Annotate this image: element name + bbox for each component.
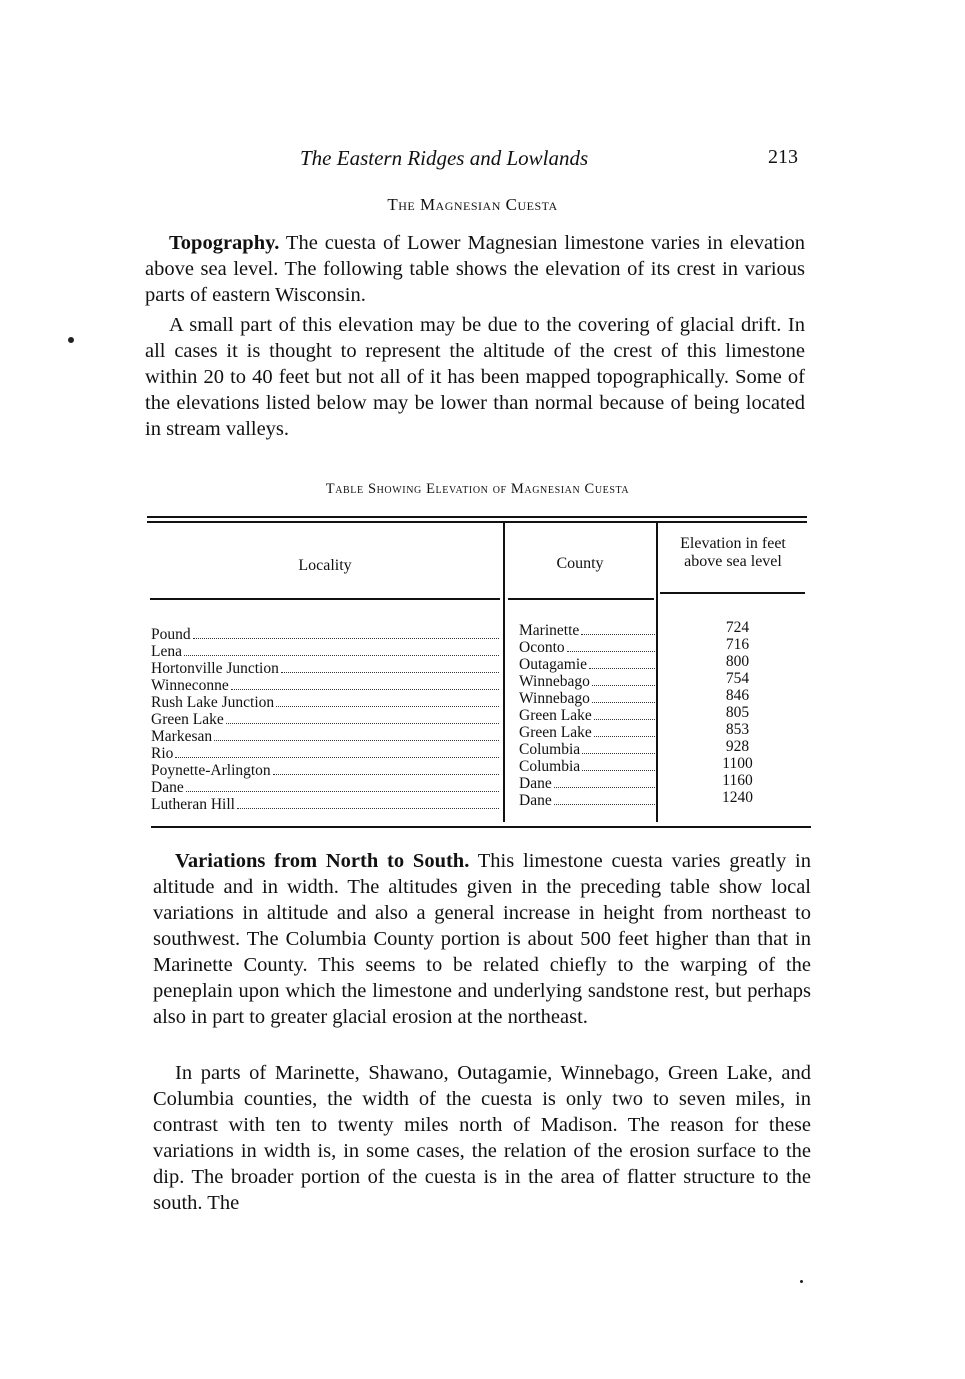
dot-leader [193, 637, 499, 639]
county-text: Marinette [519, 622, 580, 639]
dot-leader [276, 705, 499, 707]
table-cell-locality [151, 660, 499, 677]
paragraph-text: The cuesta of Lower Magnesian limestone varies in elevation above sea level. The following table shows the elevation of its crest in various parts of eastern Wisconsin. [145, 232, 805, 306]
paragraph-lead: Variations from North to South. [175, 850, 470, 872]
dot-leader [231, 688, 499, 690]
table-cell-elevation: 846 [725, 687, 750, 704]
table-cell-locality [151, 711, 499, 728]
column-header-elevation-line2: above sea level [684, 553, 782, 570]
table-cell-locality [151, 779, 499, 796]
page-number: 213 [768, 146, 798, 168]
dot-leader [214, 739, 499, 741]
dot-leader [184, 654, 499, 656]
paragraph-text: This limestone cuesta varies greatly in altitude and in width. The altitudes given in the preceding table show local variations in altitude and also a general increase in height from northeast to southwest. The Columbia County portion is about 500 feet higher than that in Marinette County. This seems to be related chiefly to the warping of the peneplain upon which the limestone and underlying sandstone rest, but perhaps also in part to greater glacial erosion at the northeast. [153, 850, 811, 1028]
paragraph-elevation-note: A small part of this elevation may be due to the covering of glacial drift. In all cases it is thought to represent the altitude of the crest of this limestone within 20 to 40 feet but not all of it has been mapped topographically. Some of the elevations listed below may be lower than normal because of being located in stream valleys. [145, 314, 805, 440]
table-cell-county [519, 741, 655, 758]
table-cell-county [519, 792, 655, 809]
dot-leader [592, 684, 655, 686]
table-cell-county [519, 758, 655, 775]
paragraph-width: In parts of Marinette, Shawano, Outagamie, Winnebago, Green Lake, and Columbia counties, the width of the cuesta is only two to seven miles, in contrast with ten to twenty miles north of Madison. The reason for these variations in width is, in some cases, the relation of the erosion surface to the dip. The broader portion of the cuesta is in the area of flatter structure to the south. The [153, 1062, 811, 1214]
county-text: Green Lake [519, 707, 592, 724]
dot-leader [582, 769, 655, 771]
dot-leader [594, 718, 655, 720]
table-cell-county [519, 656, 655, 673]
table-cell-county [519, 707, 655, 724]
table-bottom-rule [151, 826, 811, 828]
table-cell-elevation: 853 [725, 721, 750, 738]
locality-text: Hortonville Junction [151, 660, 279, 677]
table-cell-locality [151, 762, 499, 779]
table-cell-elevation: 800 [725, 653, 750, 670]
table-caption: Table Showing Elevation of Magnesian Cuesta [325, 481, 630, 497]
table-cell-county [519, 673, 655, 690]
dot-leader [589, 667, 655, 669]
table-cell-elevation: 1100 [722, 755, 753, 772]
dot-leader [554, 803, 655, 805]
table-cell-elevation: 754 [725, 670, 750, 687]
ink-speck [800, 1280, 803, 1283]
dot-leader [567, 650, 655, 652]
running-title: The Eastern Ridges and Lowlands [300, 146, 589, 170]
table-top-rule-inner [147, 521, 807, 523]
table-cell-locality [151, 796, 499, 813]
county-text: Winnebago [519, 690, 590, 707]
county-text: Outagamie [519, 656, 588, 673]
ink-speck [68, 337, 74, 343]
dot-leader [592, 701, 655, 703]
paragraph-topography [145, 230, 805, 308]
table-cell-county [519, 775, 655, 792]
table-cell-locality [151, 677, 499, 694]
dot-leader [554, 786, 655, 788]
county-text: Green Lake [519, 724, 592, 741]
table-cell-locality [151, 626, 499, 643]
table-cell-county [519, 690, 655, 707]
county-text: Dane [519, 792, 552, 809]
table-cell-county [519, 724, 655, 741]
column-header-locality: Locality [298, 557, 352, 574]
locality-text: Green Lake [151, 711, 224, 728]
table-cell-elevation: 928 [725, 738, 750, 755]
dot-leader [581, 633, 655, 635]
column-header-elevation [658, 535, 808, 571]
table-cell-elevation: 716 [725, 636, 750, 653]
dot-leader [175, 756, 499, 758]
dot-leader [273, 773, 499, 775]
table-cell-elevation: 1240 [722, 789, 753, 806]
table-cell-locality [151, 728, 499, 745]
county-text: Dane [519, 775, 552, 792]
county-text: Columbia [519, 741, 581, 758]
column-divider [503, 522, 505, 822]
county-text: Oconto [519, 639, 565, 656]
locality-text: Poynette-Arlington [151, 762, 271, 779]
dot-leader [186, 790, 499, 792]
table-cell-county [519, 622, 655, 639]
paragraph-lead: Topography. [169, 232, 280, 254]
locality-text: Winneconne [151, 677, 229, 694]
county-text: Columbia [519, 758, 581, 775]
dot-leader [226, 722, 499, 724]
column-header-elevation-line1: Elevation in feet [680, 535, 786, 552]
county-text: Winnebago [519, 673, 590, 690]
table-cell-elevation: 724 [725, 619, 750, 636]
locality-text: Lutheran Hill [151, 796, 235, 813]
header-underline [508, 598, 654, 600]
dot-leader [582, 752, 655, 754]
table-top-rule [147, 516, 807, 518]
dot-leader [281, 671, 499, 673]
dot-leader [594, 735, 655, 737]
table-cell-locality [151, 694, 499, 711]
header-underline [660, 592, 805, 594]
locality-text: Rio [151, 745, 174, 762]
locality-text: Markesan [151, 728, 213, 745]
locality-text: Rush Lake Junction [151, 694, 275, 711]
table-cell-elevation: 1160 [722, 772, 753, 789]
table-cell-locality [151, 745, 499, 762]
locality-text: Pound [151, 626, 191, 643]
locality-text: Dane [151, 779, 184, 796]
paragraph-variations [153, 848, 811, 1030]
section-title: The Magnesian Cuesta [387, 195, 558, 214]
locality-text: Lena [151, 643, 182, 660]
table-cell-elevation: 805 [725, 704, 750, 721]
table-cell-locality [151, 643, 499, 660]
table-cell-county [519, 639, 655, 656]
dot-leader [237, 807, 499, 809]
header-underline [150, 598, 500, 600]
column-header-county: County [556, 555, 604, 572]
